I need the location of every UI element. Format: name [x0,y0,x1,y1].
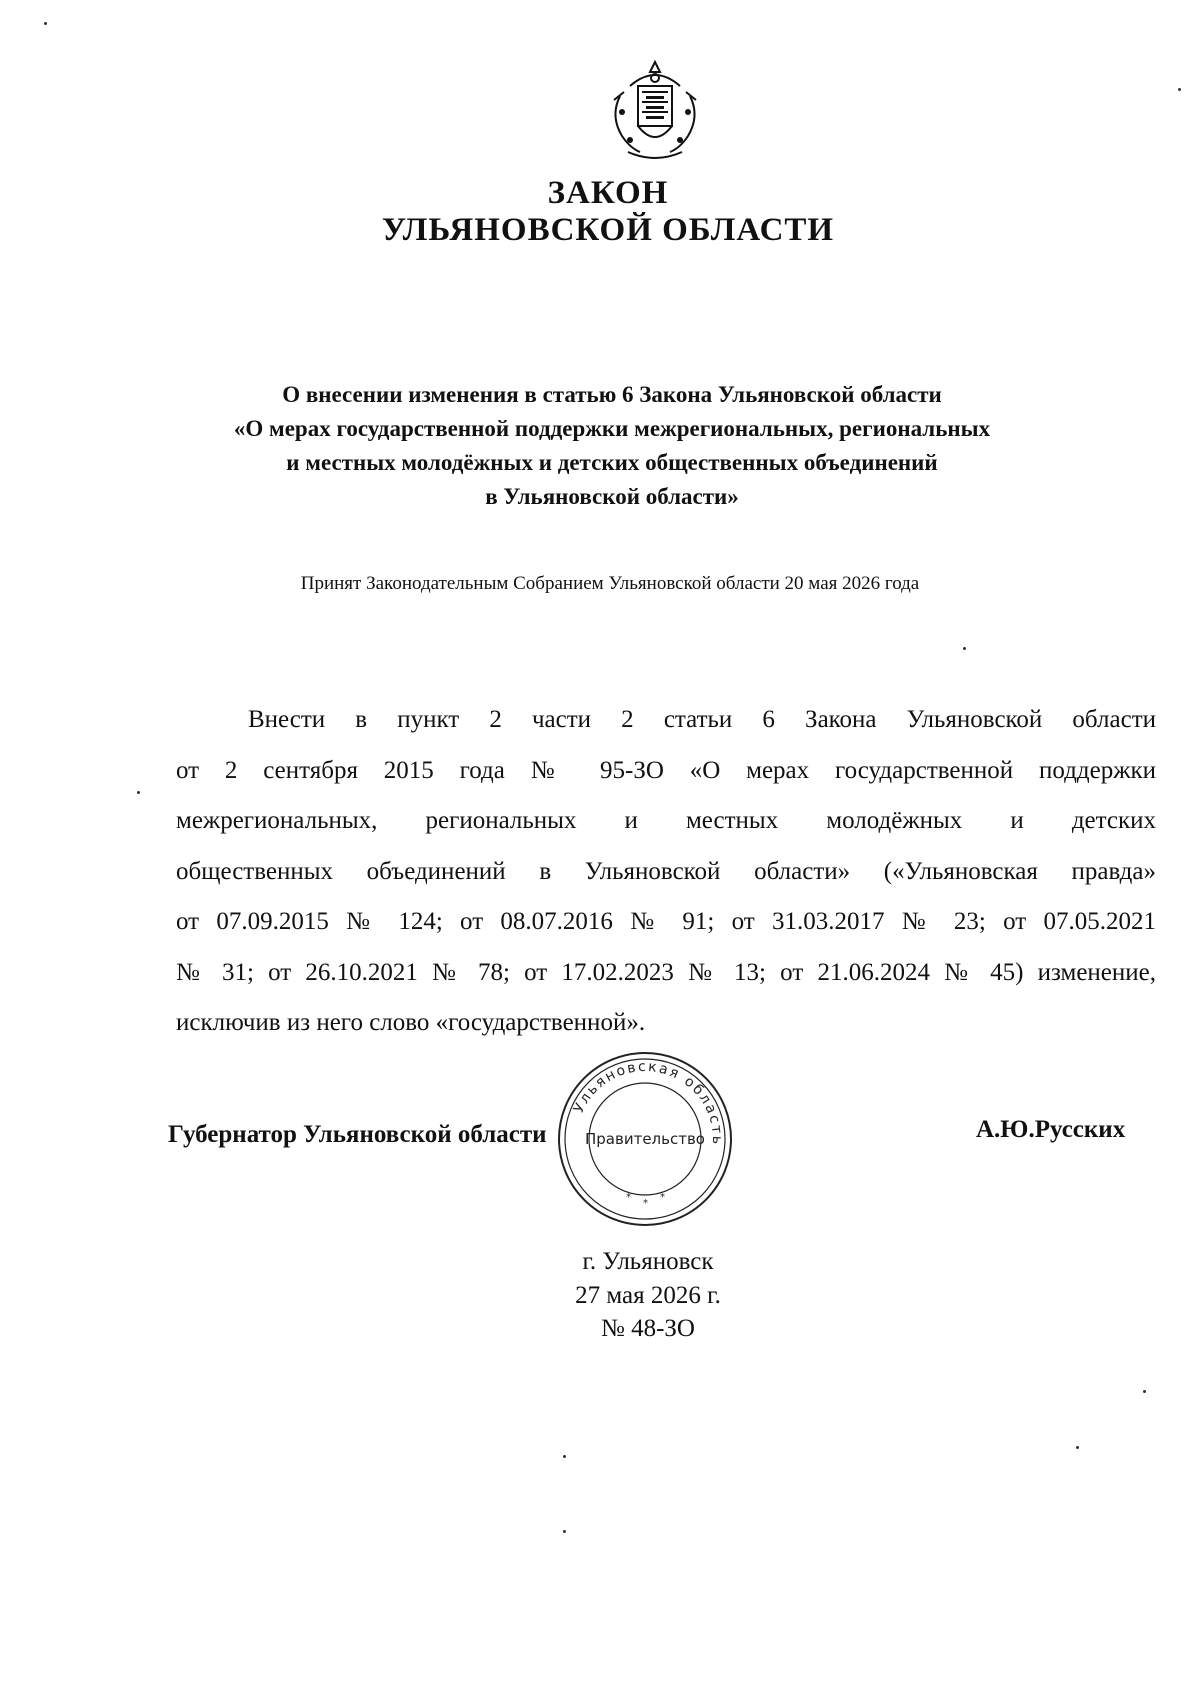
scan-speck [963,647,966,650]
signatory-position: Губернатор Ульяновской области [168,1121,547,1148]
official-seal-icon [556,1050,734,1228]
body-line: № 31; от 26.10.2021 № 78; от 17.02.2023 № 13; от 21.06.2024 № 45) изменение, [176,958,1156,986]
scan-speck [1076,1446,1079,1449]
subject-line: в Ульяновской области» [485,484,739,509]
law-number: № 48-ЗО [600,1315,695,1342]
seal-ring-text: Ульяновская область [570,1058,726,1147]
place-of-signing: г. Ульяновск [582,1248,714,1275]
subject-line: О внесении изменения в статью 6 Закона Ульяновской области [282,382,942,407]
law-region: УЛЬЯНОВСКОЙ ОБЛАСТИ [381,212,835,248]
body-line: межрегиональных, региональных и местных молодёжных и детских [176,807,1156,834]
subject-line: и местных молодёжных и детских общественных объединений [286,450,938,475]
svg-text:*: * [626,1192,631,1203]
scan-speck [44,22,47,25]
law-body [176,695,1156,1049]
body-line: Внести в пункт 2 части 2 статьи 6 Закона Ульяновской области [248,706,1156,733]
svg-text:*: * [643,1198,648,1209]
coat-of-arms-icon [600,56,710,166]
signatory-name: А.Ю.Русских [976,1116,1126,1143]
svg-text:*: * [660,1192,665,1203]
subject-line: «О мерах государственной поддержки межрегиональных, региональных [233,416,991,441]
adoption-note: Принят Законодательным Собранием Ульяновской области 20 мая 2026 года [300,573,920,594]
body-line: исключив из него слово «государственной». [176,1009,646,1036]
scan-speck [1143,1390,1146,1393]
body-line: общественных объединений в Ульяновской области» («Ульяновская правда» [176,857,1156,885]
scan-speck [1178,88,1181,91]
scan-speck [563,1455,566,1458]
scan-speck [563,1530,566,1533]
signing-date: 27 мая 2026 г. [575,1282,721,1309]
seal-center-text: Правительство [585,1130,705,1148]
law-title: ЗАКОН [547,175,669,211]
body-line: от 2 сентября 2015 года № 95-ЗО «О мерах государственной поддержки [176,756,1156,784]
body-line: от 07.09.2015 № 124; от 08.07.2016 № 91; от 31.03.2017 № 23; от 07.05.2021 [176,908,1156,935]
scan-speck [137,791,140,794]
